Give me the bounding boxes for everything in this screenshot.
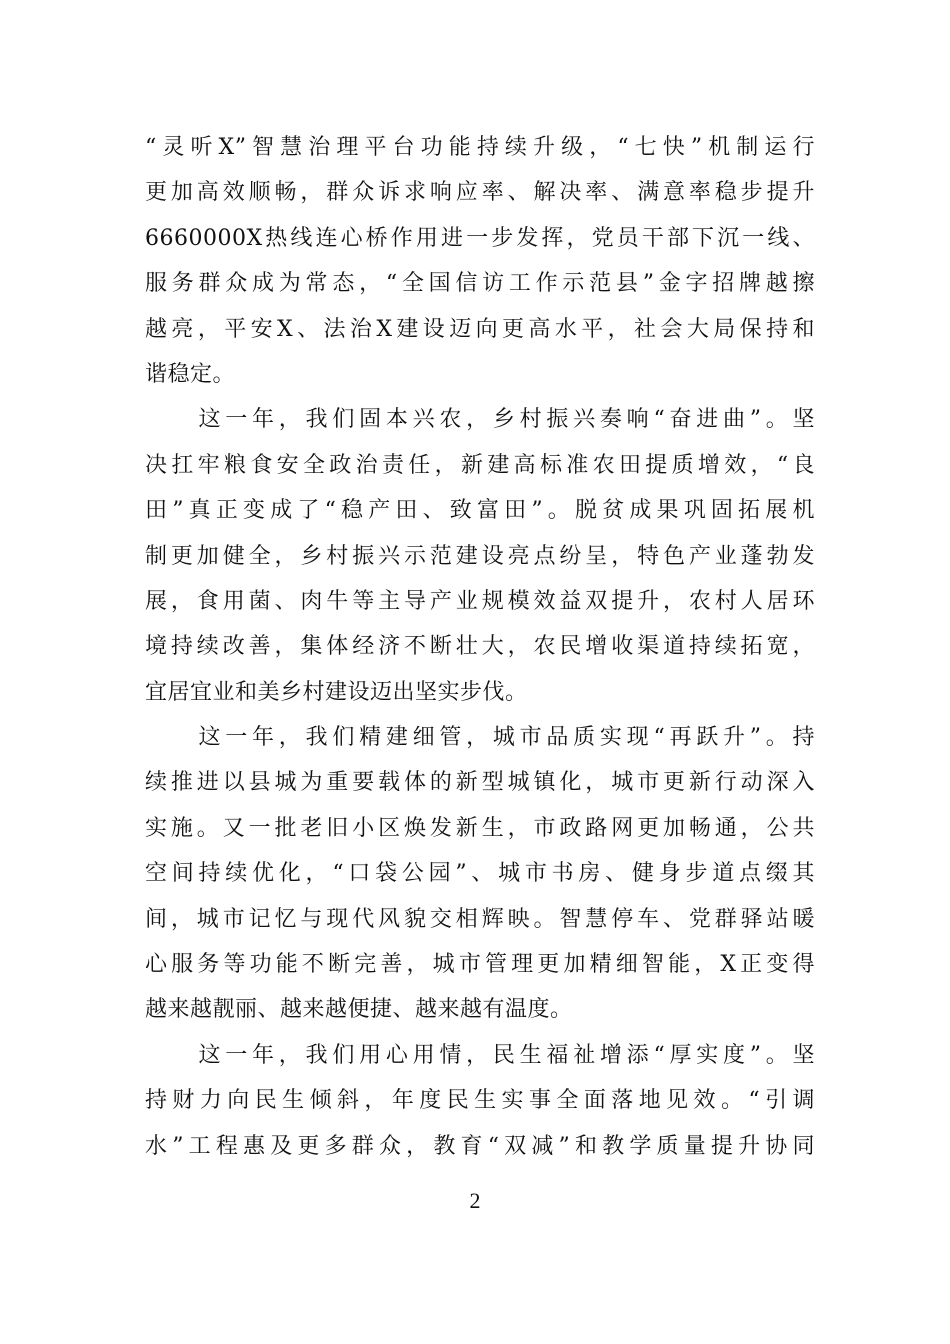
text-line: 田”真正变成了“稳产田、致富田”。脱贫成果巩固拓展机 — [145, 498, 815, 524]
text-line: 展，食用菌、肉牛等主导产业规模效益双提升，农村人居环 — [145, 588, 815, 614]
text-line: 更加高效顺畅，群众诉求响应率、解决率、满意率稳步提升 — [145, 180, 815, 206]
text-line: 这一年，我们用心用情，民生福祉增添“厚实度”。坚 — [145, 1042, 815, 1068]
text-line: 空间持续优化，“口袋公园”、城市书房、健身步道点缀其 — [145, 861, 815, 887]
text-line: 越来越靓丽、越来越便捷、越来越有温度。 — [145, 997, 573, 1023]
text-line: 水”工程惠及更多群众，教育“双减”和教学质量提升协同 — [145, 1133, 815, 1159]
text-line: “灵听X”智慧治理平台功能持续升级，“七快”机制运行 — [145, 135, 815, 160]
text-line: 服务群众成为常态，“全国信访工作示范县”金字招牌越擦 — [145, 271, 815, 297]
text-line: 间，城市记忆与现代风貌交相辉映。智慧停车、党群驿站暖 — [145, 906, 815, 932]
text-line: 持财力向民生倾斜，年度民生实事全面落地见效。“引调 — [145, 1088, 815, 1114]
text-line: 决扛牢粮食安全政治责任，新建高标准农田提质增效，“良 — [145, 452, 815, 478]
text-line: 这一年，我们精建细管，城市品质实现“再跃升”。持 — [145, 725, 815, 751]
page-number: 2 — [469, 1188, 481, 1213]
text-line: 越亮，平安X、法治X建设迈向更高水平，社会大局保持和 — [145, 316, 815, 342]
text-line: 续推进以县城为重要载体的新型城镇化，城市更新行动深入 — [145, 770, 815, 796]
text-line: 6660000X热线连心桥作用进一步发挥，党员干部下沉一线、 — [145, 225, 815, 251]
text-line: 宜居宜业和美乡村建设迈出坚实步伐。 — [145, 679, 528, 705]
text-line: 实施。又一批老旧小区焕发新生，市政路网更加畅通，公共 — [145, 815, 815, 841]
body-text — [145, 125, 815, 1169]
text-line: 制更加健全，乡村振兴示范建设亮点纷呈，特色产业蓬勃发 — [145, 543, 815, 569]
text-line: 心服务等功能不断完善，城市管理更加精细智能，X正变得 — [145, 952, 815, 978]
text-line: 境持续改善，集体经济不断壮大，农民增收渠道持续拓宽， — [145, 634, 815, 660]
text-line: 这一年，我们固本兴农，乡村振兴奏响“奋进曲”。坚 — [145, 407, 815, 433]
text-line: 谐稳定。 — [145, 361, 236, 387]
